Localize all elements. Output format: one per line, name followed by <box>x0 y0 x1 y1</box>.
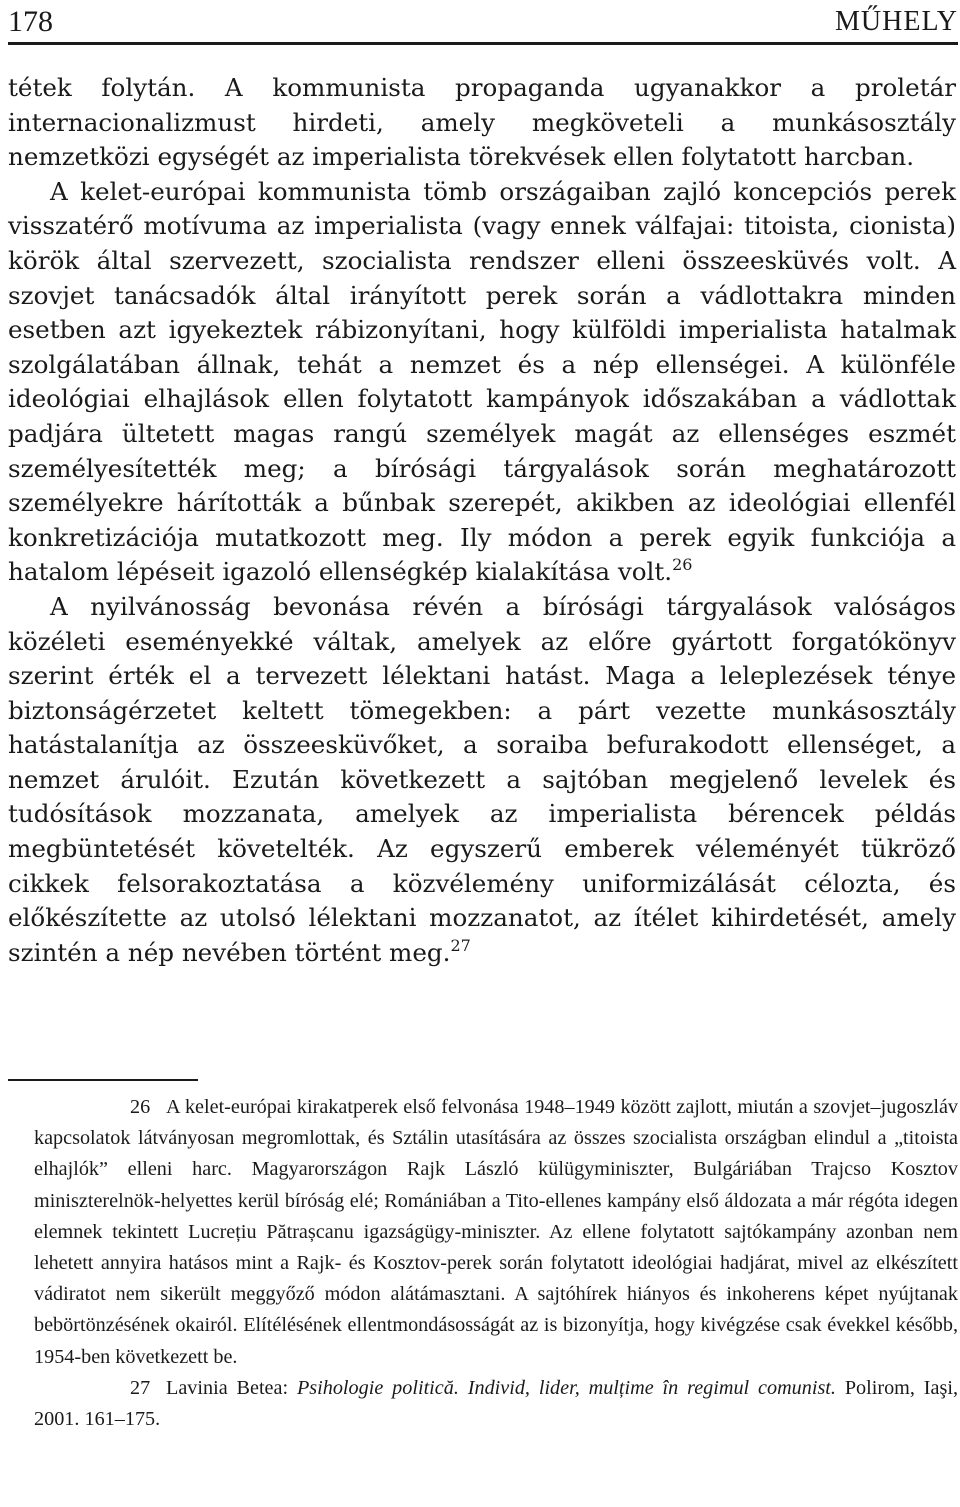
paragraph <box>8 175 956 590</box>
paragraph-text: A kelet-európai kommunista tömb országaiban zajló koncepciós perek visszatérő motívuma az imperialista (vagy ennek válfajai: titoista, cionista) körök által szervezett, szocialista rendszer elleni összeesküvés volt. A szovjet tanácsadók által irányított perek során a vádlottakra minden esetben azt igyekeztek rábizonyítani, hogy külföldi imperialista hatalmak szolgálatában állnak, tehát a nemzet és a nép ellenségei. A különféle ideológiai elhajlások ellen folytatott kampányok időszakában a vádlottak padjára ültetett magas rangú személyek magát az ellenséges eszmét személyesítették meg; a bírósági tárgyalások során meghatározott személyekre hárították a bűnbak szerepét, akikben az ideológiai ellenfél konkretizációja mutatkozott meg. Ily módon a perek egyik funkciója a hatalom lépéseit igazoló ellenségkép kialakítása volt. <box>8 176 956 587</box>
footnote-ref-26[interactable]: 26 <box>672 555 693 575</box>
running-head: MŰHELY <box>835 6 958 37</box>
header-rule <box>8 42 958 45</box>
footnote-publisher: Polirom, Iaşi, 2001. 161–175. <box>34 1376 958 1431</box>
footnote-book-title: Psihologie politică. Individ, lider, mulțime în regimul comunist. <box>296 1376 836 1399</box>
body-text <box>8 71 956 970</box>
footnote-author: Lavinia Betea: <box>166 1376 297 1399</box>
paragraph-text: A nyilvánosság bevonása révén a bírósági tárgyalások valóságos közéleti eseményekké váltak, amelyek az előre gyártott forgatókönyv szerint érték el a tervezett lélektani hatást. Maga a leleplezések ténye biztonságérzetet keltett tömegekben: a párt vezette munkásosztály hatástalanítja az összeesküvőket, a soraiba befurakodott ellenséget, a nemzet árulóit. Ezután következett a sajtóban megjelenő levelek és tudósítások mozzanata, amelyek az imperialista bérencek példás megbüntetését követelték. Az egyszerű emberek véleményét tükröző cikkek felsorakoztatása a közvélemény uniformizálását célozta, és előkészítette az utolsó lélektani mozzanatot, az ítélet kihirdetését, amely szintén a nép nevében történt meg. <box>8 591 956 967</box>
footnote-number: 27 <box>130 1376 151 1399</box>
footnote-separator <box>8 1079 198 1081</box>
paragraph-text: tétek folytán. A kommunista propaganda ugyanakkor a proletár internacionalizmust hirdeti, amely megköveteli a munkásosztály nemzetközi egységét az imperialista törekvések ellen folytatott harcban. <box>8 73 956 172</box>
footnote-ref-27[interactable]: 27 <box>450 935 471 955</box>
footnotes <box>8 1092 958 1435</box>
page-number: 178 <box>8 5 53 38</box>
footnote-text: A kelet-európai kirakatperek első felvonása 1948–1949 között zajlott, miután a szovjet–jugoszláv kapcsolatok látványosan megromlottak, és Sztálin utasítására az összes szocialista országban elindul a „titoista elhajlók” elleni harc. Magyarországon Rajk László külügyminiszter, Bulgáriában Trajcso Kosztov miniszterelnök-helyettes kerül bíróság elé; Romániában a Tito-ellenes kampány első áldozata a már régóta idegen elemnek tekintett Lucrețiu Pătrașcanu igazságügy-miniszter. Az ellene folytatott sajtókampány azonban nem lehetett annyira hatásos mint a Rajk- és Kosztov-perek során folytatott ideológiai hadjárat, mivel az elkészített vádiratot nem sikerült meggyőző módon alátámasztani. A sajtóhírek hiányos és inkoherens képet nyújtanak bebörtönzésének okairól. Elítélésének ellentmondásosságát az is bizonyítja, hogy kivégzése csak évekkel később, 1954-ben következett be. <box>34 1096 958 1368</box>
page-header <box>8 4 958 40</box>
footnote-number: 26 <box>130 1096 151 1118</box>
paragraph <box>8 590 956 971</box>
paragraph-continued <box>8 71 956 175</box>
footnote-26 <box>8 1092 958 1373</box>
footnote-27 <box>8 1373 958 1435</box>
